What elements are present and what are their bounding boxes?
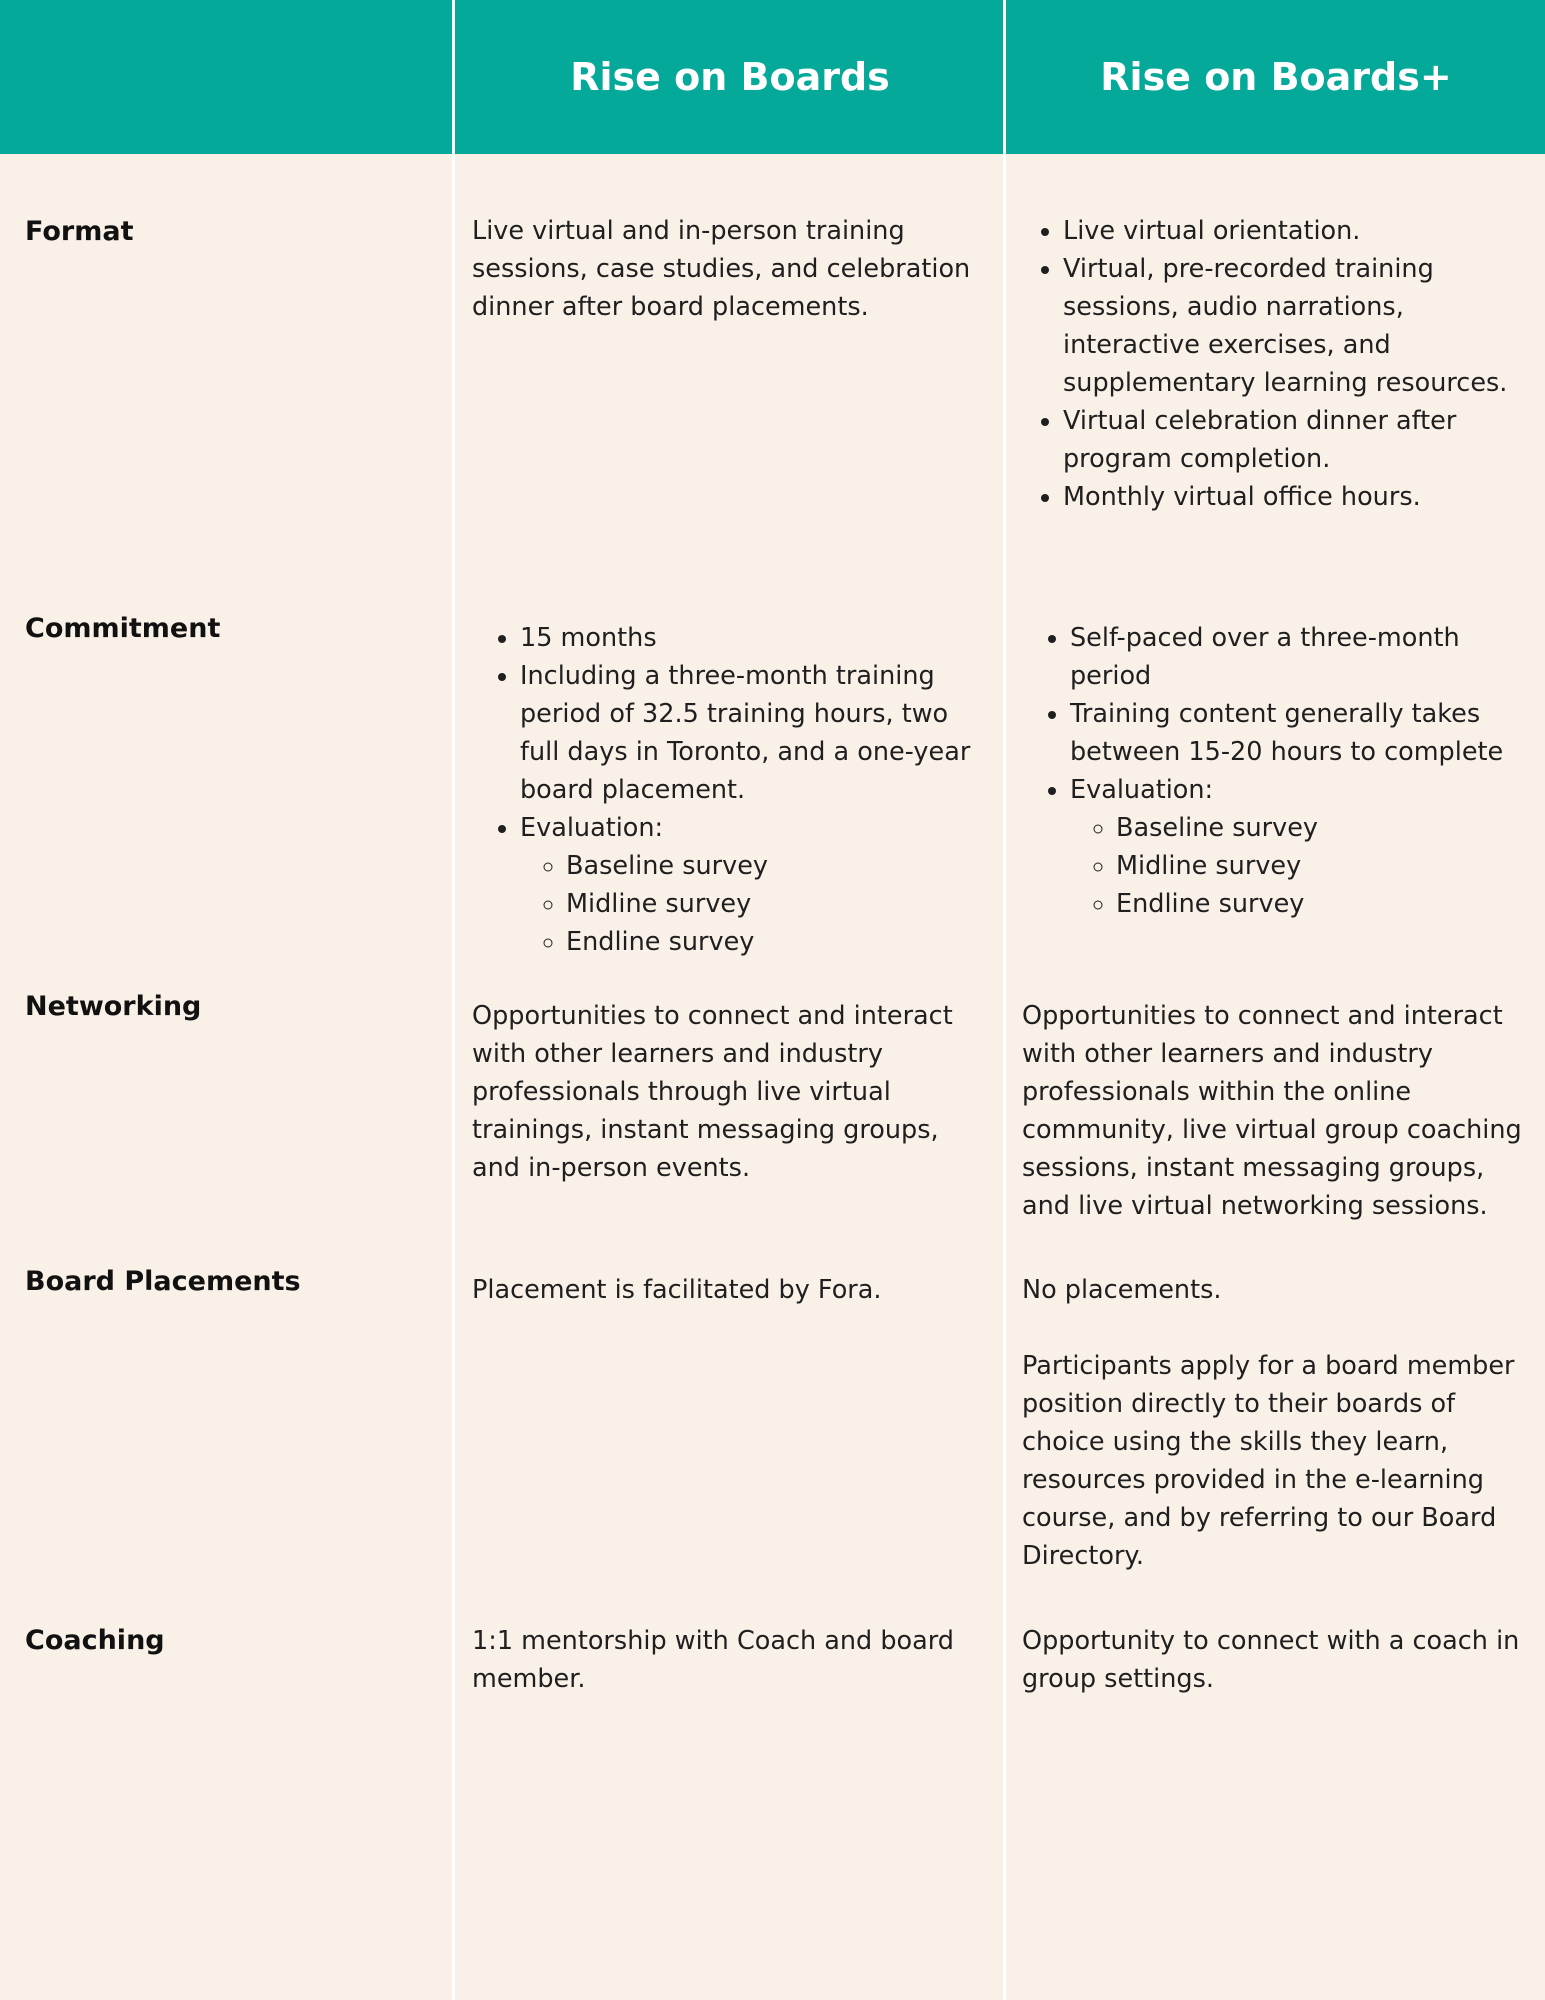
list-item: • Live virtual orientation. (1063, 212, 1533, 250)
list-item: ◦ Midline survey (1116, 847, 1535, 885)
format-rise-on-boards (472, 212, 992, 326)
row-label-board-placements: Board Placements (25, 1266, 301, 1297)
coaching-rise-on-boards (472, 1622, 992, 1698)
row-label-networking: Networking (25, 991, 202, 1022)
commitment-col1-list (490, 619, 995, 961)
row-label-commitment: Commitment (25, 613, 221, 644)
networking-col2-text: Opportunities to connect and interact with other learners and industry professionals within the online community, live virtual group coaching sessions, instant messaging groups, and live virtual networking sessions. (1022, 1001, 1522, 1221)
column-title-rise-on-boards: Rise on Boards (570, 55, 890, 99)
commitment-col2-list (1040, 619, 1535, 923)
list-item: ◦ Endline survey (566, 923, 995, 961)
coaching-rise-on-boards-plus (1022, 1622, 1527, 1698)
row-label-coaching: Coaching (25, 1625, 165, 1656)
row-label-format: Format (25, 216, 134, 247)
coaching-col2-text: Opportunity to connect with a coach in group settings. (1022, 1626, 1520, 1694)
board-placements-col2-p2: Participants apply for a board member position directly to their boards of choice using the skills they learn, resources provided in the e-learning course, and by referring to our Board Directory. (1022, 1351, 1515, 1571)
commitment-rise-on-boards (490, 619, 995, 961)
list-item (520, 809, 995, 961)
evaluation-sublist (1070, 809, 1535, 923)
list-item: ◦ Midline survey (566, 885, 995, 923)
list-item: • Virtual, pre-recorded training sessions, audio narrations, interactive exercises, and supplementary learning resources. (1063, 250, 1533, 402)
list-item: • Including a three-month training period of 32.5 training hours, two full days in Toronto, and a one-year board placement. (520, 657, 995, 809)
list-item: ◦ Endline survey (1116, 885, 1535, 923)
list-item: • Self-paced over a three-month period (1070, 619, 1535, 695)
board-placements-col1-text: Placement is facilitated by Fora. (472, 1275, 882, 1305)
coaching-col1-text: 1:1 mentorship with Coach and board member. (472, 1626, 954, 1694)
list-item: • 15 months (520, 619, 995, 657)
list-item: • Virtual celebration dinner after program completion. (1063, 402, 1533, 478)
evaluation-sublist (520, 847, 995, 961)
list-item: • Monthly virtual office hours. (1063, 478, 1533, 516)
list-item: ◦ Baseline survey (566, 847, 995, 885)
format-col2-list (1033, 212, 1533, 516)
column-divider-1 (452, 0, 455, 2000)
list-item: • Training content generally takes between 15-20 hours to complete (1070, 695, 1535, 771)
evaluation-label: Evaluation: (520, 813, 664, 843)
format-rise-on-boards-plus (1033, 212, 1533, 516)
evaluation-label: Evaluation: (1070, 775, 1214, 805)
board-placements-col2-p1: No placements. (1022, 1275, 1222, 1305)
board-placements-rise-on-boards (472, 1271, 992, 1309)
format-col1-text: Live virtual and in-person training sessions, case studies, and celebration dinner after board placements. (472, 216, 971, 322)
board-placements-rise-on-boards-plus (1022, 1271, 1527, 1575)
list-item: ◦ Baseline survey (1116, 809, 1535, 847)
column-title-rise-on-boards-plus: Rise on Boards+ (1100, 55, 1452, 99)
networking-rise-on-boards (472, 997, 992, 1187)
column-divider-2 (1003, 0, 1006, 2000)
networking-col1-text: Opportunities to connect and interact with other learners and industry professionals through live virtual trainings, instant messaging groups, and in-person events. (472, 1001, 953, 1183)
commitment-rise-on-boards-plus (1040, 619, 1535, 923)
list-item (1070, 771, 1535, 923)
networking-rise-on-boards-plus (1022, 997, 1534, 1225)
